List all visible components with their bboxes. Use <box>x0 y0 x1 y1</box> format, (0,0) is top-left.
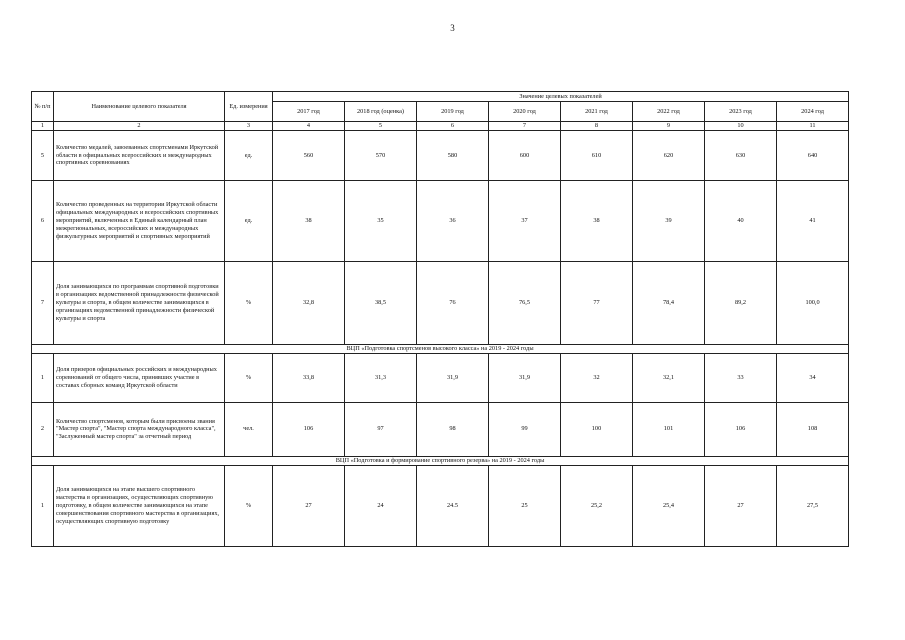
value-cell: 33 <box>705 353 777 402</box>
row-number: 5 <box>32 131 54 181</box>
column-number: 10 <box>705 122 777 131</box>
table-row <box>32 262 849 345</box>
value-cell: 570 <box>345 131 417 181</box>
value-cell: 106 <box>705 402 777 456</box>
header-row <box>32 92 849 102</box>
value-cell: 40 <box>705 181 777 262</box>
value-cell: 24 <box>345 465 417 546</box>
value-cell: 580 <box>417 131 489 181</box>
value-cell: 36 <box>417 181 489 262</box>
value-cell: 560 <box>273 131 345 181</box>
value-cell: 24.5 <box>417 465 489 546</box>
year-header: 2019 год <box>417 102 489 122</box>
year-header: 2017 год <box>273 102 345 122</box>
value-cell: 106 <box>273 402 345 456</box>
value-cell: 35 <box>345 181 417 262</box>
indicator-unit: % <box>225 262 273 345</box>
table-row <box>32 402 849 456</box>
row-number: 7 <box>32 262 54 345</box>
value-cell: 32 <box>561 353 633 402</box>
value-cell: 38 <box>561 181 633 262</box>
row-number: 1 <box>32 465 54 546</box>
value-cell: 76 <box>417 262 489 345</box>
indicator-unit: ед. <box>225 131 273 181</box>
value-cell: 34 <box>777 353 849 402</box>
value-cell: 610 <box>561 131 633 181</box>
indicator-name: Доля занимающихся на этапе высшего спортивного мастерства в организациях, осуществляющих спортивную подготовку, в общем количестве занимающихся на этапе совершенствования спортивного мастерства в организациях, осуществляющих спортивную подготовку <box>54 465 225 546</box>
indicator-unit: чел. <box>225 402 273 456</box>
page-number: 3 <box>450 23 455 33</box>
row-number: 6 <box>32 181 54 262</box>
value-cell: 108 <box>777 402 849 456</box>
table-row <box>32 353 849 402</box>
value-cell: 27,5 <box>777 465 849 546</box>
year-header: 2021 год <box>561 102 633 122</box>
column-number: 1 <box>32 122 54 131</box>
table-row <box>32 181 849 262</box>
column-number: 3 <box>225 122 273 131</box>
value-cell: 77 <box>561 262 633 345</box>
value-cell: 630 <box>705 131 777 181</box>
year-header: 2020 год <box>489 102 561 122</box>
row-number: 2 <box>32 402 54 456</box>
value-cell: 640 <box>777 131 849 181</box>
column-number: 4 <box>273 122 345 131</box>
value-cell: 25 <box>489 465 561 546</box>
value-cell: 25,2 <box>561 465 633 546</box>
value-cell: 41 <box>777 181 849 262</box>
header-col-unit: Ед. измерения <box>225 92 273 122</box>
value-cell: 100 <box>561 402 633 456</box>
value-cell: 100,0 <box>777 262 849 345</box>
section-title: ВЦП «Подготовка и формирование спортивного резерва» на 2019 - 2024 годы <box>32 456 849 465</box>
column-number: 7 <box>489 122 561 131</box>
value-cell: 32,8 <box>273 262 345 345</box>
header-col-no: № п/п <box>32 92 54 122</box>
indicator-unit: % <box>225 465 273 546</box>
section-header-row <box>32 456 849 465</box>
value-cell: 78,4 <box>633 262 705 345</box>
indicator-name: Количество проведенных на территории Иркутской области официальных международных и всероссийских спортивных мероприятий, включенных в Единый календарный план межрегиональных, всероссийских и международных физкультурных мероприятий и спортивных мероприятий <box>54 181 225 262</box>
indicator-name: Количество медалей, завоеванных спортсменами Иркутской области в официальных всероссийских и международных спортивных соревнованиях <box>54 131 225 181</box>
year-header: 2024 год <box>777 102 849 122</box>
table-row <box>32 131 849 181</box>
value-cell: 600 <box>489 131 561 181</box>
value-cell: 37 <box>489 181 561 262</box>
value-cell: 620 <box>633 131 705 181</box>
value-cell: 33,8 <box>273 353 345 402</box>
indicator-name: Доля призеров официальных российских и международных соревнований от общего числа, принявших участие в составах сборных команд Иркутской области <box>54 353 225 402</box>
section-title: ВЦП «Подготовка спортсменов высокого класса» на 2019 - 2024 годы <box>32 345 849 354</box>
column-number: 6 <box>417 122 489 131</box>
value-cell: 32,1 <box>633 353 705 402</box>
value-cell: 99 <box>489 402 561 456</box>
value-cell: 101 <box>633 402 705 456</box>
value-cell: 31,9 <box>489 353 561 402</box>
indicator-unit: ед. <box>225 181 273 262</box>
year-header: 2022 год <box>633 102 705 122</box>
indicator-unit: % <box>225 353 273 402</box>
value-cell: 89,2 <box>705 262 777 345</box>
year-header: 2018 год (оценка) <box>345 102 417 122</box>
value-cell: 76,5 <box>489 262 561 345</box>
value-cell: 98 <box>417 402 489 456</box>
column-number: 11 <box>777 122 849 131</box>
indicator-name: Количество спортсменов, которым были присвоены звания "Мастер спорта", "Мастер спорта международного класса", "Заслуженный мастер спорта" за отчетный период <box>54 402 225 456</box>
value-cell: 25,4 <box>633 465 705 546</box>
value-cell: 97 <box>345 402 417 456</box>
column-numbers-row <box>32 122 849 131</box>
value-cell: 38,5 <box>345 262 417 345</box>
year-header: 2023 год <box>705 102 777 122</box>
value-cell: 39 <box>633 181 705 262</box>
row-number: 1 <box>32 353 54 402</box>
indicators-table <box>31 91 849 547</box>
indicator-name: Доля занимающихся по программам спортивной подготовки в организациях ведомственной принадлежности физической культуры и спорта, в общем количестве занимающихся в организациях ведомственной принадлежности физической культуры и спорта <box>54 262 225 345</box>
table-row <box>32 465 849 546</box>
column-number: 8 <box>561 122 633 131</box>
value-cell: 27 <box>273 465 345 546</box>
value-cell: 31,9 <box>417 353 489 402</box>
column-number: 9 <box>633 122 705 131</box>
value-cell: 27 <box>705 465 777 546</box>
column-number: 5 <box>345 122 417 131</box>
value-cell: 38 <box>273 181 345 262</box>
column-number: 2 <box>54 122 225 131</box>
section-header-row <box>32 345 849 354</box>
header-col-name: Наименование целевого показателя <box>54 92 225 122</box>
value-cell: 31,3 <box>345 353 417 402</box>
header-col-values: Значение целевых показателей <box>273 92 849 102</box>
